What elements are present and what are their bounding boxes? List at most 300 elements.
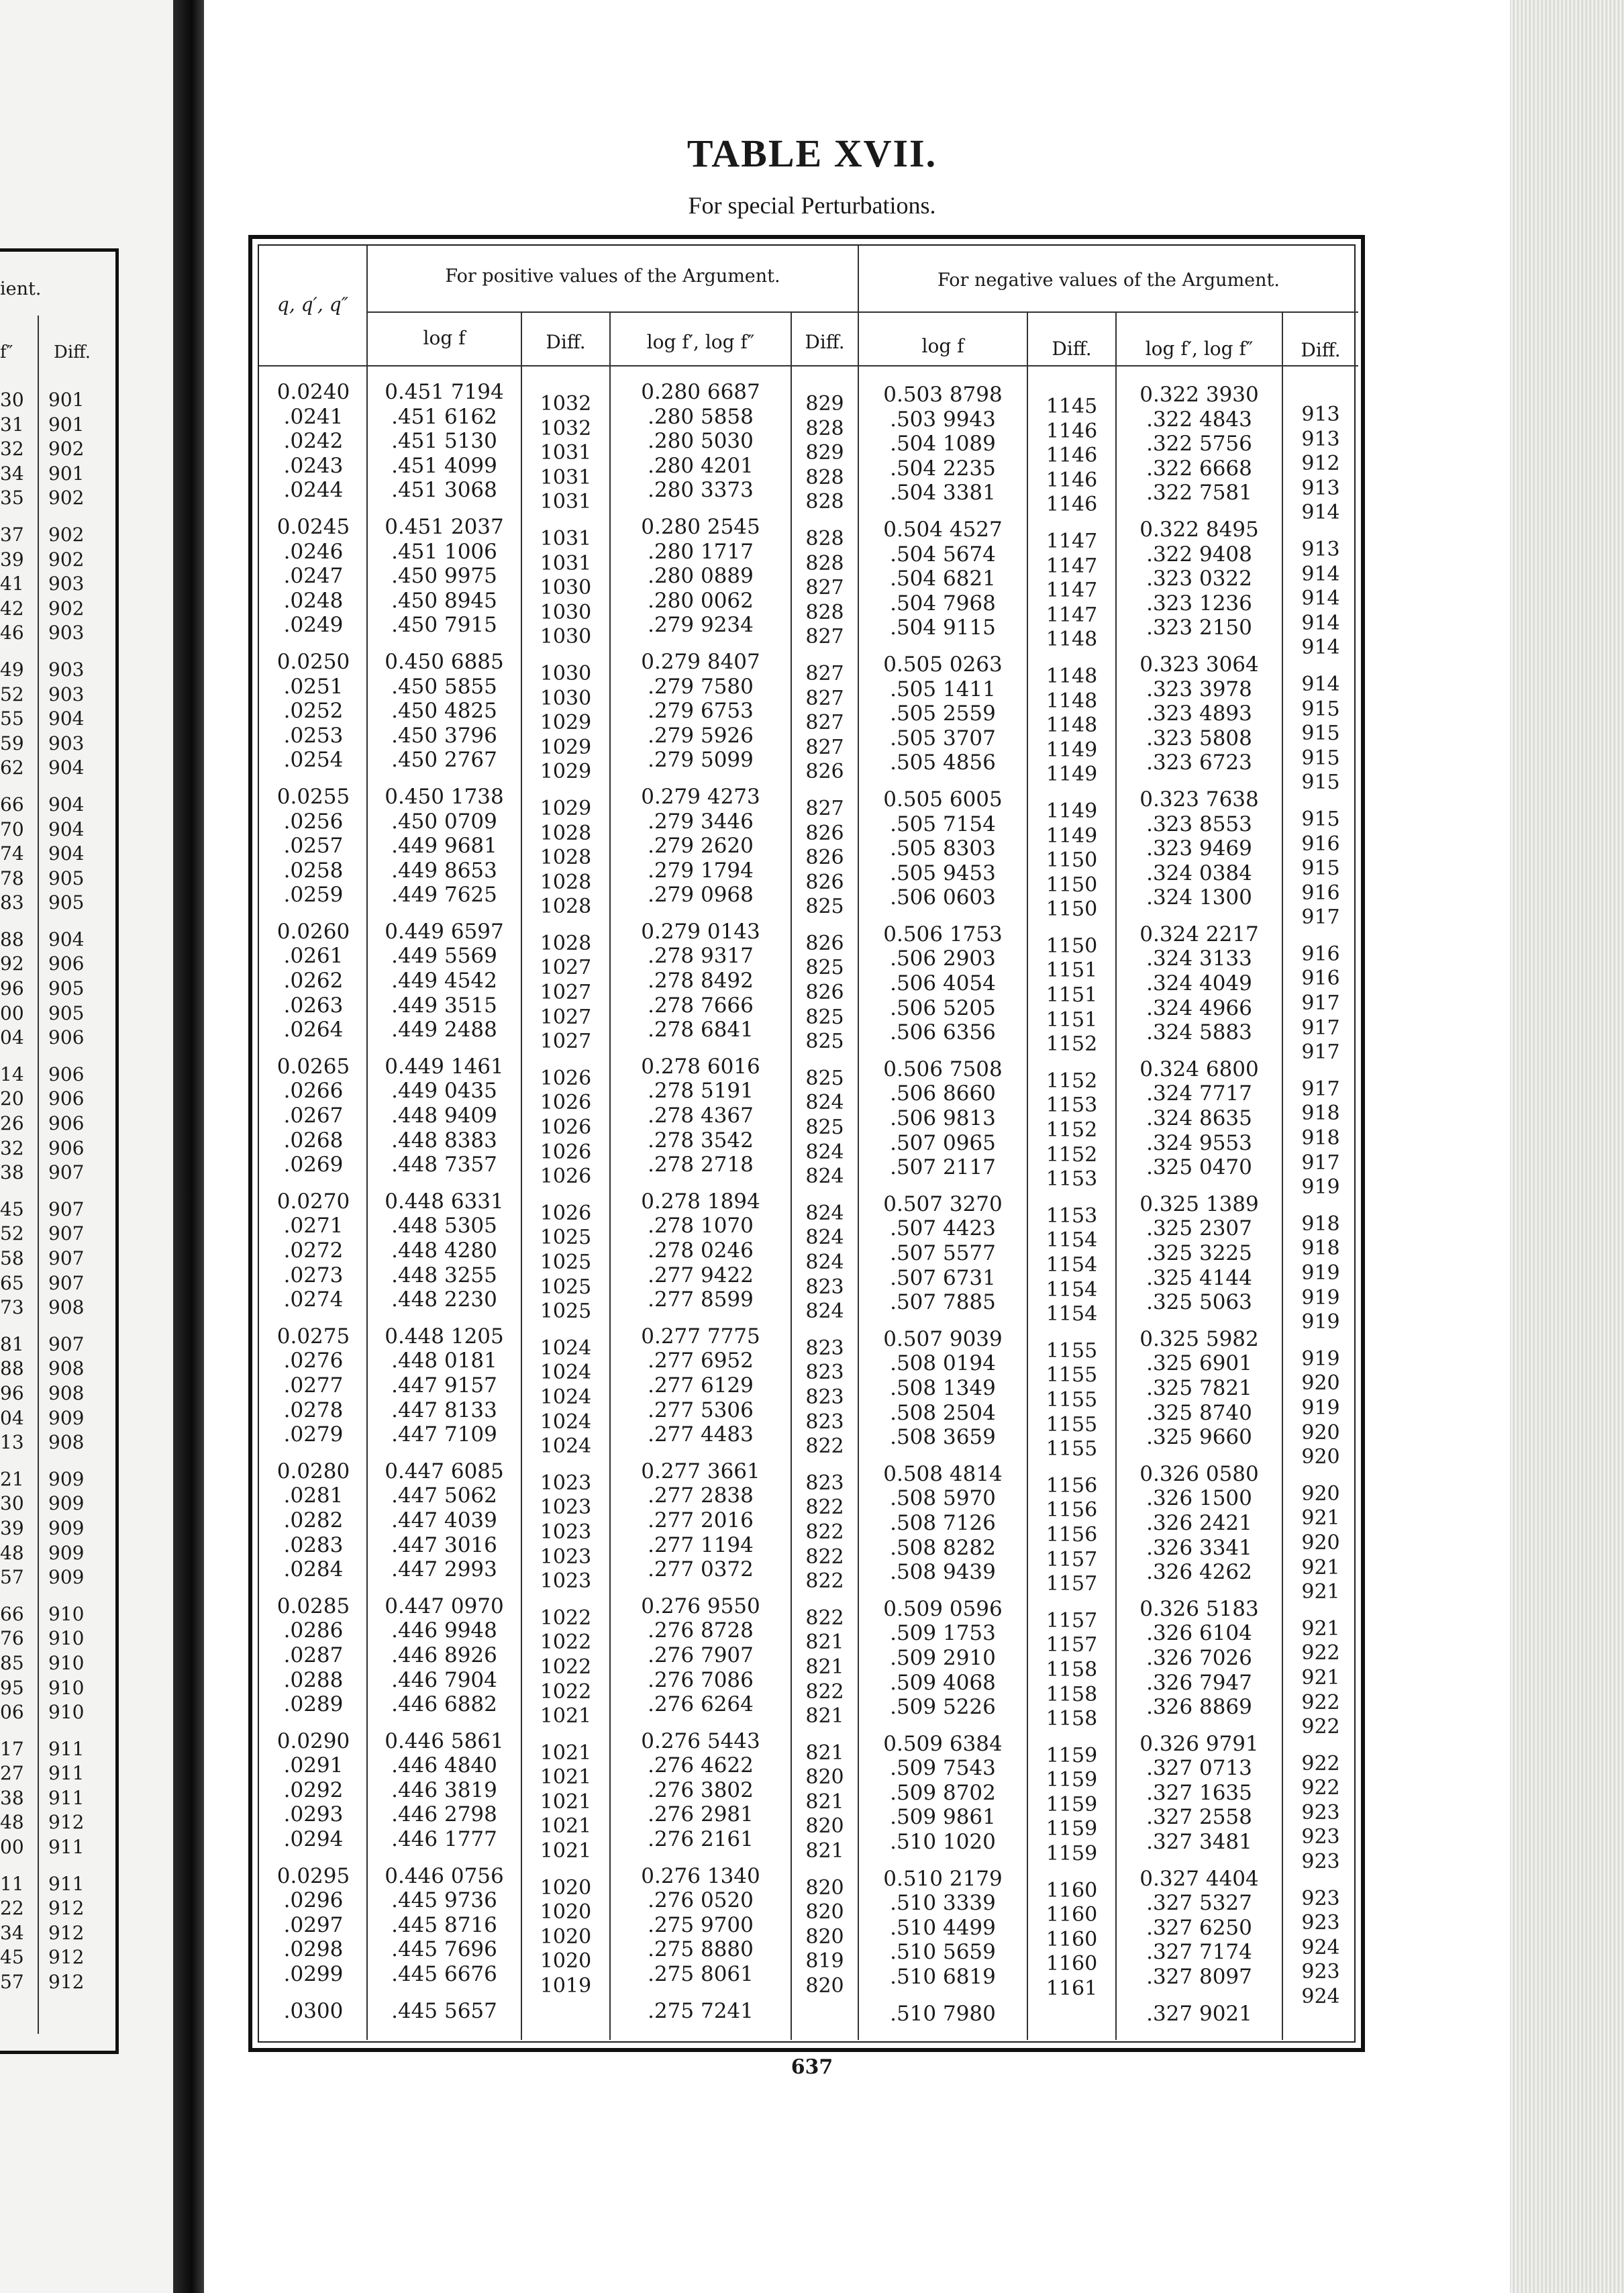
neg-logf-cell: .509 7543	[890, 1756, 996, 1781]
arg-value-cell: 0.0285	[276, 1594, 350, 1618]
block-spacer	[522, 1055, 609, 1067]
block-spacer	[0, 1860, 20, 1872]
left-page-diff-cell: 909	[48, 1467, 85, 1490]
neg-diff1-cell: 1159	[1046, 1743, 1098, 1767]
pos-logfp-cell: .275 8880	[648, 1937, 754, 1962]
pos-logf-cell: .450 2767	[391, 748, 497, 773]
neg-diff2-cell: 920	[1301, 1371, 1340, 1396]
book-page-edges	[1510, 0, 1624, 2293]
arg-value-cell: 0.0250	[276, 649, 350, 674]
neg-logfp-cell: .325 7821	[1146, 1375, 1252, 1400]
block-spacer	[792, 1459, 858, 1471]
pos-diff2-cell: 827	[805, 686, 844, 710]
neg-diff1-cell: 1158	[1046, 1707, 1098, 1731]
arg-value-cell: .0256	[283, 809, 344, 834]
pos-logfp-cell: .278 6841	[648, 1018, 754, 1042]
pos-logf-cell: 0.447 6085	[385, 1459, 504, 1483]
pos-diff1-column	[522, 392, 609, 1999]
left-page-digit-cell: 30	[0, 389, 24, 411]
neg-diff1-cell: 1145	[1046, 395, 1098, 418]
left-page-diff-column	[48, 388, 95, 1995]
neg-diff2-cell: 914	[1301, 636, 1340, 660]
neg-logf-cell: .506 5205	[890, 995, 996, 1020]
neg-logfp-cell: .326 1500	[1146, 1486, 1252, 1511]
block-spacer	[48, 1725, 95, 1737]
neg-diff1-cell: 1160	[1046, 1878, 1098, 1902]
block-spacer	[1117, 1585, 1282, 1597]
neg-diff1-cell: 1146	[1046, 419, 1098, 443]
pos-logfp-cell: .276 7907	[648, 1643, 754, 1667]
left-page-diff-cell: 904	[48, 757, 85, 779]
pos-diff1-cell: 1025	[540, 1275, 592, 1299]
neg-logfp-cell: .325 5063	[1146, 1290, 1252, 1315]
neg-diff1-cell: 1151	[1046, 959, 1098, 983]
block-spacer	[260, 1987, 366, 1999]
pos-diff2-cell: 824	[805, 1165, 844, 1189]
neg-logfp-column	[1117, 383, 1282, 2026]
block-spacer	[1028, 1597, 1115, 1609]
block-spacer	[522, 920, 609, 932]
neg-diff2-cell: 923	[1301, 1825, 1340, 1849]
pos-diff1-cell: 1031	[540, 526, 592, 550]
pos-logfp-cell: 0.279 4273	[641, 784, 760, 809]
block-spacer	[1283, 661, 1358, 673]
neg-logf-cell: 0.507 3270	[883, 1191, 1003, 1216]
pos-logfp-cell: .278 2718	[648, 1153, 754, 1177]
left-page-digit-cell: 73	[0, 1296, 24, 1319]
neg-logfp-cell: .326 4262	[1146, 1560, 1252, 1585]
neg-logfp-cell: .323 2150	[1146, 616, 1252, 640]
block-spacer	[260, 1447, 366, 1459]
pos-logf-cell: .450 5855	[391, 674, 497, 699]
pos-logfp-cell: .279 1794	[648, 858, 754, 883]
pos-logfp-cell: .277 8599	[648, 1287, 754, 1312]
block-spacer	[792, 515, 858, 527]
arg-value-cell: .0293	[283, 1802, 344, 1827]
neg-diff1-cell: 1148	[1046, 664, 1098, 688]
neg-diff1-cell: 1159	[1046, 1792, 1098, 1816]
block-spacer	[792, 1324, 858, 1336]
pos-diff2-cell: 822	[805, 1569, 844, 1594]
block-spacer	[1283, 1605, 1358, 1617]
pos-logf-cell: .447 9157	[391, 1373, 497, 1398]
left-page-header-fragment: ient.	[0, 279, 42, 299]
left-page-diff-cell: 911	[48, 1786, 85, 1809]
neg-logf-cell: 0.505 6005	[883, 787, 1003, 812]
block-spacer	[1117, 505, 1282, 518]
neg-logfp-cell: 0.325 5982	[1139, 1326, 1259, 1351]
pos-diff2-cell: 820	[805, 1974, 844, 1998]
block-spacer	[48, 916, 95, 928]
book-gutter	[173, 0, 204, 2293]
block-spacer	[611, 1312, 791, 1324]
arg-column	[260, 380, 366, 2023]
pos-logfp-cell: .279 7580	[648, 674, 754, 699]
pos-diff2-cell: 829	[805, 392, 844, 416]
neg-diff2-cell: 924	[1301, 1935, 1340, 1959]
arg-value-cell: .0283	[283, 1532, 344, 1557]
arg-value-cell: .0271	[283, 1214, 344, 1238]
arg-value-cell: 0.0245	[276, 514, 350, 539]
neg-diff1-cell: 1152	[1046, 1118, 1098, 1142]
pos-logf-cell: .448 8383	[391, 1128, 497, 1153]
left-page-digit-cell: 65	[0, 1271, 24, 1294]
neg-diff1-cell: 1152	[1046, 1032, 1098, 1057]
pos-logf-cell: .447 3016	[391, 1532, 497, 1557]
arg-value-cell: .0246	[283, 539, 344, 564]
negative-group-header: For negative values of the Argument.	[937, 270, 1280, 291]
left-page-diff-cell: 910	[48, 1602, 85, 1625]
pos-diff1-cell: 1030	[540, 576, 592, 600]
arg-value-cell: .0284	[283, 1557, 344, 1582]
block-spacer	[611, 1852, 791, 1864]
pos-logfp-cell: .280 5030	[648, 429, 754, 454]
block-spacer	[0, 646, 20, 658]
neg-logfp-cell: .323 5808	[1146, 726, 1252, 750]
neg-diff2-cell: 917	[1301, 991, 1340, 1016]
pos-logfp-cell: .277 0372	[648, 1557, 754, 1582]
arg-value-cell: .0262	[283, 969, 344, 993]
left-page-diff-cell: 902	[48, 548, 85, 571]
neg-diff1-cell: 1158	[1046, 1657, 1098, 1681]
block-spacer	[368, 638, 521, 650]
block-spacer	[260, 1312, 366, 1324]
block-spacer	[611, 1042, 791, 1055]
neg-diff2-cell: 920	[1301, 1530, 1340, 1555]
arg-value-cell: .0263	[283, 993, 344, 1018]
pos-diff2-cell: 827	[805, 796, 844, 820]
neg-logf-cell: .506 0603	[890, 885, 996, 910]
pos-logf-cell: .450 9975	[391, 564, 497, 589]
left-page-diff-cell: 906	[48, 1063, 85, 1085]
arg-value-cell: .0247	[283, 564, 344, 589]
left-page-diff-cell: 903	[48, 732, 85, 754]
pos-diff1-cell: 1024	[540, 1361, 592, 1385]
neg-diff2-cell: 917	[1301, 1151, 1340, 1175]
left-page-diff-cell: 902	[48, 523, 85, 546]
neg-logf-cell: .507 7885	[890, 1290, 996, 1315]
neg-diff1-cell: 1147	[1046, 529, 1098, 553]
left-page-diff-cell: 912	[48, 1921, 85, 1944]
block-spacer	[48, 1320, 95, 1332]
block-spacer	[368, 1717, 521, 1729]
block-spacer	[48, 1455, 95, 1467]
neg-diff2-cell: 918	[1301, 1236, 1340, 1261]
block-spacer	[522, 1729, 609, 1741]
neg-logfp-cell: 0.323 7638	[1139, 787, 1259, 812]
arg-value-cell: .0251	[283, 674, 344, 699]
pos-diff1-cell: 1030	[540, 661, 592, 685]
neg-diff1-cell: 1155	[1046, 1387, 1098, 1412]
left-page-digit-cell: 37	[0, 523, 24, 546]
neg-diff1-cell: 1160	[1046, 1952, 1098, 1976]
arg-value-cell: .0257	[283, 834, 344, 859]
pos-diff2-cell: 828	[805, 600, 844, 624]
block-spacer	[859, 1855, 1027, 1867]
pos-logf-cell: .445 8716	[391, 1912, 497, 1937]
arg-value-cell: .0267	[283, 1104, 344, 1128]
left-page-digit-cell: 46	[0, 622, 24, 644]
pos-logfp-cell: .275 8061	[648, 1962, 754, 1987]
neg-diff1-cell: 1149	[1046, 738, 1098, 762]
neg-diff2-cell: 918	[1301, 1102, 1340, 1126]
block-spacer	[792, 785, 858, 797]
arg-value-cell: .0264	[283, 1018, 344, 1042]
left-page-diff-cell: 908	[48, 1431, 85, 1454]
block-spacer	[859, 505, 1027, 518]
neg-logf-cell: .509 9861	[890, 1805, 996, 1830]
pos-logf-cell: .451 5130	[391, 429, 497, 454]
pos-diff2-header: Diff.	[805, 331, 845, 353]
pos-logfp-cell: .279 2620	[648, 834, 754, 859]
left-page-diff-cell: 904	[48, 842, 85, 865]
pos-diff1-cell: 1030	[540, 686, 592, 710]
pos-diff1-cell: 1031	[540, 441, 592, 465]
block-spacer	[611, 638, 791, 650]
block-spacer	[0, 916, 20, 928]
neg-logf-cell: .510 1020	[890, 1830, 996, 1855]
neg-logfp-cell: 0.327 4404	[1139, 1866, 1259, 1891]
neg-logf-cell: .506 4054	[890, 971, 996, 996]
neg-diff2-cell: 916	[1301, 967, 1340, 991]
neg-diff1-column	[1028, 395, 1115, 2002]
pos-logfp-cell: .277 9422	[648, 1263, 754, 1287]
pos-logf-cell: .449 3515	[391, 993, 497, 1018]
left-page-digit-cell: 04	[0, 1026, 24, 1049]
block-spacer	[611, 908, 791, 920]
neg-diff1-cell: 1149	[1046, 824, 1098, 848]
left-page-col-diff-header: Diff.	[54, 342, 91, 362]
neg-diff1-header: Diff.	[1052, 338, 1092, 360]
left-page-digit-cell: 20	[0, 1087, 24, 1110]
block-spacer	[1117, 1450, 1282, 1462]
pos-diff2-cell: 819	[805, 1949, 844, 1973]
left-page-diff-cell: 902	[48, 597, 85, 620]
arg-value-cell: 0.0240	[276, 380, 350, 404]
left-page-diff-cell: 902	[48, 487, 85, 509]
pos-logf-cell: 0.446 5861	[385, 1728, 504, 1753]
left-page-diff-cell: 906	[48, 1026, 85, 1049]
neg-diff1-cell: 1146	[1046, 444, 1098, 468]
block-spacer	[0, 1185, 20, 1198]
arg-value-cell: .0253	[283, 723, 344, 748]
neg-diff2-cell: 914	[1301, 587, 1340, 611]
pos-diff1-cell: 1024	[540, 1410, 592, 1434]
arg-value-cell: .0286	[283, 1618, 344, 1643]
left-page-digit-cell: 55	[0, 708, 24, 730]
pos-diff1-cell: 1020	[540, 1875, 592, 1900]
neg-diff1-cell: 1156	[1046, 1522, 1098, 1547]
block-spacer	[1117, 1990, 1282, 2002]
left-page-diff-cell: 912	[48, 1971, 85, 1994]
neg-diff2-cell: 912	[1301, 452, 1340, 476]
arg-value-cell: .0299	[283, 1962, 344, 1987]
pos-logfp-cell: .277 4483	[648, 1422, 754, 1447]
left-page-diff-cell: 909	[48, 1406, 85, 1429]
neg-diff2-cell: 915	[1301, 807, 1340, 831]
pos-diff2-cell: 821	[805, 1704, 844, 1728]
neg-diff1-cell: 1149	[1046, 763, 1098, 787]
block-spacer	[1117, 1315, 1282, 1327]
block-spacer	[368, 1177, 521, 1189]
neg-logf-cell: .506 6356	[890, 1020, 996, 1045]
arg-value-cell: .0276	[283, 1349, 344, 1373]
neg-logf-cell: 0.509 6384	[883, 1731, 1003, 1756]
pos-logfp-cell: 0.279 8407	[641, 649, 760, 674]
pos-logf-cell: .448 5305	[391, 1214, 497, 1238]
pos-logf-cell: .451 4099	[391, 453, 497, 478]
pos-diff2-cell: 822	[805, 1434, 844, 1459]
neg-logfp-cell: 0.324 6800	[1139, 1057, 1259, 1081]
pos-diff1-cell: 1021	[540, 1765, 592, 1790]
pos-diff1-cell: 1029	[540, 711, 592, 735]
left-page-digit-cell: 32	[0, 1136, 24, 1159]
neg-diff2-cell: 922	[1301, 1776, 1340, 1800]
pos-logfp-cell: .277 1194	[648, 1532, 754, 1557]
left-page-digit-cell: 06	[0, 1701, 24, 1724]
neg-logf-cell: .504 1089	[890, 432, 996, 456]
left-page-digit-cell: 96	[0, 1381, 24, 1404]
neg-diff2-cell: 914	[1301, 611, 1340, 635]
pos-logf-cell: 0.448 6331	[385, 1189, 504, 1214]
left-page-diff-cell: 904	[48, 818, 85, 840]
pos-diff1-cell: 1026	[540, 1140, 592, 1164]
neg-logfp-cell: .324 8635	[1146, 1106, 1252, 1131]
pos-diff2-cell: 825	[805, 1066, 844, 1090]
block-spacer	[611, 1987, 791, 1999]
neg-logf-cell: .507 2117	[890, 1155, 996, 1180]
left-page-diff-cell: 904	[48, 928, 85, 950]
pos-logfp-cell: .278 8492	[648, 969, 754, 993]
pos-diff1-cell: 1022	[540, 1630, 592, 1655]
left-page-digit-cell: 57	[0, 1971, 24, 1994]
neg-logfp-cell: .323 9469	[1146, 836, 1252, 861]
pos-logf-cell: .449 8653	[391, 858, 497, 883]
pos-logf-cell: 0.450 1738	[385, 784, 504, 809]
neg-diff2-cell: 917	[1301, 1040, 1340, 1065]
pos-diff2-cell: 824	[805, 1091, 844, 1115]
block-spacer	[0, 511, 20, 523]
neg-logf-cell: .504 5674	[890, 542, 996, 567]
pos-logf-cell: .449 4542	[391, 969, 497, 993]
block-spacer	[859, 1720, 1027, 1732]
neg-logf-cell: .504 7968	[890, 591, 996, 616]
pos-logf-cell: .448 9409	[391, 1104, 497, 1128]
pos-logfp-cell: .276 0520	[648, 1888, 754, 1913]
left-page-digit-cell: 17	[0, 1737, 24, 1760]
left-page-diff-cell: 904	[48, 793, 85, 816]
neg-diff1-cell: 1147	[1046, 579, 1098, 603]
neg-logfp-cell: .323 6723	[1146, 750, 1252, 775]
left-page-digit-cell: 45	[0, 1198, 24, 1220]
pos-logf-cell: 0.449 6597	[385, 919, 504, 944]
neg-diff1-cell: 1157	[1046, 1633, 1098, 1657]
neg-logfp-cell: .325 8740	[1146, 1400, 1252, 1425]
pos-diff1-cell: 1023	[540, 1471, 592, 1495]
left-page-diff-cell: 909	[48, 1492, 85, 1515]
pos-logfp-cell: 0.280 2545	[641, 514, 760, 539]
left-page-digit-cell: 48	[0, 1541, 24, 1564]
rule-group-header	[366, 311, 1358, 313]
pos-logfp-cell: .277 6129	[648, 1373, 754, 1398]
block-spacer	[859, 1450, 1027, 1462]
neg-logf-cell: .504 2235	[890, 456, 996, 481]
block-spacer	[260, 1582, 366, 1594]
pos-diff2-cell: 826	[805, 870, 844, 894]
pos-logf-cell: .448 7357	[391, 1153, 497, 1177]
block-spacer	[368, 503, 521, 515]
neg-logf-cell: .505 4856	[890, 750, 996, 775]
arg-value-cell: .0242	[283, 429, 344, 454]
pos-diff2-cell: 826	[805, 931, 844, 955]
neg-diff1-cell: 1154	[1046, 1302, 1098, 1326]
block-spacer	[1283, 930, 1358, 942]
neg-diff1-cell: 1153	[1046, 1093, 1098, 1118]
left-page-col-f-header: f″	[0, 342, 13, 362]
arg-value-cell: .0296	[283, 1888, 344, 1913]
pos-logf-cell: .447 5062	[391, 1483, 497, 1508]
rule-column-header	[259, 365, 1358, 367]
pos-logfp-cell: .276 4622	[648, 1753, 754, 1778]
left-page-diff-cell: 903	[48, 622, 85, 644]
neg-diff1-cell: 1150	[1046, 848, 1098, 873]
pos-diff1-cell: 1028	[540, 821, 592, 845]
pos-logf-cell: 0.449 1461	[385, 1054, 504, 1079]
neg-diff1-cell: 1147	[1046, 603, 1098, 627]
pos-diff1-cell: 1028	[540, 931, 592, 955]
pos-diff1-header: Diff.	[546, 331, 586, 353]
arg-value-cell: .0252	[283, 699, 344, 724]
pos-logf-cell: .449 5569	[391, 944, 497, 969]
pos-logfp-cell: 0.279 0143	[641, 919, 760, 944]
pos-diff2-cell: 825	[805, 895, 844, 919]
arg-value-cell: .0254	[283, 748, 344, 773]
block-spacer	[1283, 1335, 1358, 1347]
pos-logfp-cell: .278 0246	[648, 1238, 754, 1263]
left-page-digit-cell: 52	[0, 683, 24, 705]
neg-logf-cell: 0.507 9039	[883, 1326, 1003, 1351]
arg-value-cell: .0259	[283, 883, 344, 908]
pos-logf-cell: 0.447 0970	[385, 1594, 504, 1618]
neg-logfp-cell: .322 4843	[1146, 407, 1252, 432]
pos-logfp-cell: .278 1070	[648, 1214, 754, 1238]
left-page-digit-cell: 78	[0, 867, 24, 889]
neg-diff2-cell: 923	[1301, 1850, 1340, 1874]
neg-logfp-cell: .327 6250	[1146, 1915, 1252, 1940]
neg-logfp-cell: .324 7717	[1146, 1081, 1252, 1106]
block-spacer	[1283, 1200, 1358, 1212]
pos-diff1-cell: 1024	[540, 1434, 592, 1459]
block-spacer	[611, 1177, 791, 1189]
pos-logfp-cell: 0.276 5443	[641, 1728, 760, 1753]
pos-logfp-cell: .278 5191	[648, 1079, 754, 1104]
left-page-diff-cell: 907	[48, 1332, 85, 1355]
left-page-digit-cell: 27	[0, 1762, 24, 1785]
pos-diff2-cell: 822	[805, 1520, 844, 1544]
positive-group-header: For positive values of the Argument.	[445, 266, 780, 287]
neg-diff2-cell: 920	[1301, 1445, 1340, 1469]
neg-logf-cell: .506 9813	[890, 1106, 996, 1131]
pos-logfp-cell: .279 0968	[648, 883, 754, 908]
pos-diff2-cell: 828	[805, 416, 844, 440]
pos-diff1-cell: 1026	[540, 1066, 592, 1090]
arg-value-cell: .0244	[283, 478, 344, 503]
neg-diff2-cell: 916	[1301, 942, 1340, 966]
pos-diff2-cell: 822	[805, 1606, 844, 1630]
left-page-digit-cell: 38	[0, 1786, 24, 1809]
neg-diff2-cell: 919	[1301, 1175, 1340, 1200]
pos-diff1-cell: 1022	[540, 1655, 592, 1679]
